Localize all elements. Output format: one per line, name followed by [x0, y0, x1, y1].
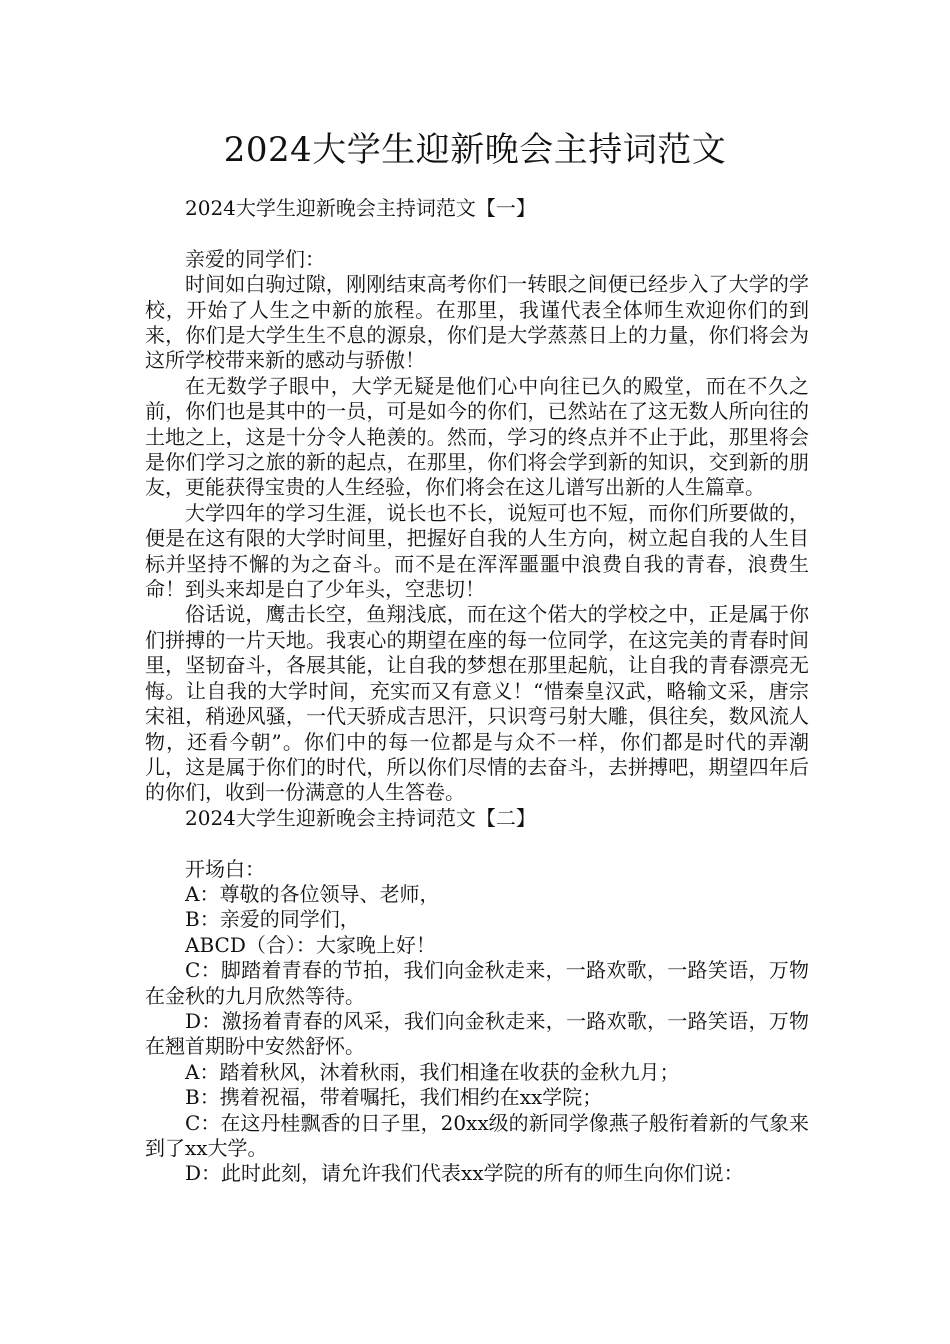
- section-heading-1: 2024大学生迎新晚会主持词范文【一】: [185, 196, 536, 220]
- document-title: 2024大学生迎新晚会主持词范文: [223, 130, 727, 170]
- paragraph: B：携着祝福，带着嘱托，我们相约在xx学院；: [185, 1085, 603, 1110]
- paragraph: C：在这丹桂飘香的日子里，20xx级的新同学像燕子般衔着新的气象来到了xx大学。: [145, 1110, 809, 1160]
- paragraph: ABCD（合）：大家晚上好！: [185, 932, 436, 957]
- paragraph: B：亲爱的同学们，: [185, 907, 360, 932]
- paragraph: 在无数学子眼中，大学无疑是他们心中向往已久的殿堂，而在不久之前，你们也是其中的一员，可是如今的你们，已然站在了这无数人所向往的土地之上，这是十分令人艳羡的。然而，学习的终点并不止于此，那里将会是你们学习之旅的新的起点，在那里，你们将会学到新的知识，交到新的朋友，更能获得宝贵的人生经验，你们将会在这儿谱写出新的人生篇章。: [145, 373, 809, 500]
- paragraph: 开场白：: [185, 856, 265, 881]
- document-body: [145, 196, 809, 1187]
- section-heading-2: 2024大学生迎新晚会主持词范文【二】: [185, 805, 536, 830]
- paragraph: D：激扬着青春的风采，我们向金秋走来，一路欢歌，一路笑语，万物在翘首期盼中安然舒怀。: [145, 1008, 809, 1059]
- paragraph: D：此时此刻，请允许我们代表xx学院的所有的师生向你们说：: [185, 1161, 744, 1186]
- paragraph: 时间如白驹过隙，刚刚结束高考你们一转眼之间便已经步入了大学的学校，开始了人生之中新的旅程。在那里，我谨代表全体师生欢迎你们的到来，你们是大学生生不息的源泉，你们是大学蒸蒸日上的力量，你们将会为这所学校带来新的感动与骄傲！: [145, 272, 809, 373]
- paragraph: 大学四年的学习生涯，说长也不长，说短可也不短，而你们所要做的，便是在这有限的大学时间里，把握好自我的人生方向，树立起自我的人生目标并坚持不懈的为之奋斗。而不是在浑浑噩噩中浪费自我的青春，浪费生命！到头来却是白了少年头，空悲切！: [145, 500, 809, 602]
- paragraph: A：踏着秋风，沐着秋雨，我们相逢在收获的金秋九月；: [185, 1059, 680, 1084]
- paragraph: C：脚踏着青春的节拍，我们向金秋走来，一路欢歌，一路笑语，万物在金秋的九月欣然等待。: [145, 958, 809, 1008]
- paragraph: A：尊敬的各位领导、老师，: [185, 881, 440, 906]
- paragraph: 亲爱的同学们：: [185, 246, 325, 271]
- paragraph: 俗话说，鹰击长空，鱼翔浅底，而在这个偌大的学校之中，正是属于你们拼搏的一片天地。我衷心的期望在座的每一位同学，在这完美的青春时间里，坚韧奋斗，各展其能，让自我的梦想在那里起航，让自我的青春漂亮无悔。让自我的大学时间，充实而又有意义！“惜秦皇汉武，略输文采，唐宗宋祖，稍逊风骚，一代天骄成吉思汗，只识弯弓射大雕，俱往矣，数风流人物，还看今朝”。你们中的每一位都是与众不一样，你们都是时代的弄潮儿，这是属于你们的时代，所以你们尽情的去奋斗，去拼搏吧，期望四年后的你们，收到一份满意的人生答卷。: [145, 602, 809, 805]
